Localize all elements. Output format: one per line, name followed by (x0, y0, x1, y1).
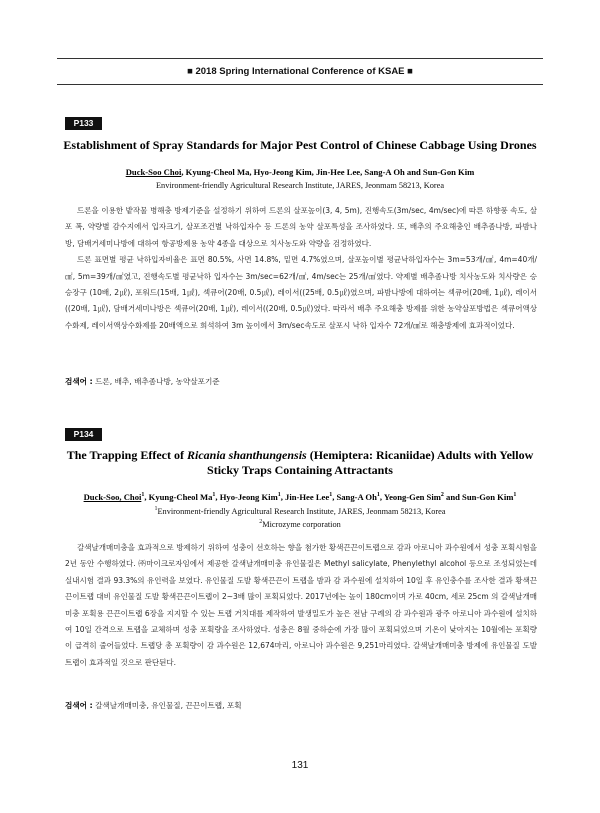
author-sep: , (280, 492, 286, 502)
author-name: Jin-Hee Lee (285, 492, 330, 502)
author-name: Sang-A Oh (336, 492, 377, 502)
author-list (60, 167, 540, 177)
presenting-author: Duck-Soo Choi (125, 167, 182, 177)
author-sep: , (332, 492, 337, 502)
author-affil-mark: 1 (329, 492, 333, 499)
affiliation: Environment-friendly Agricultural Research Institute, JARES, Jeonmam 58213, Korea (155, 181, 445, 190)
title-text: (Hemiptera: Ricaniidae) Adults with Yellow Sticky Traps Containing Attractants (207, 448, 534, 477)
abstract-paragraph: 드론을 이용한 밭작물 병해충 방제기준을 설정하기 위하여 드론의 살포높이(3, 4, 5m), 진행속도(3m/sec, 4m/sec)에 따른 하향풍 속도, 살포 폭, 약량별 감수지에서 입자크기, 살포조건별 낙하입자수 등 드론의 농약 살포특성을 조사하였다. 또, 배추의 주요해충인 배추좀나방, 파밤나방, 담배거세미나방에 대하여 항공방제용 농약 4종을 대상으로 치사농도와 약량을 검정하였다. (65, 206, 537, 248)
affiliation (60, 520, 540, 529)
page-number: 131 (291, 760, 309, 771)
author-name: Yeong-Gen Sim (383, 492, 441, 502)
affiliation (60, 507, 540, 516)
keywords-text: 갈색날개매미충, 유인물질, 끈끈이트랩, 포획 (92, 701, 242, 710)
keywords (65, 700, 537, 711)
author-affil-mark: 1 (376, 492, 380, 499)
author-sep: and (443, 492, 463, 502)
abstract-paragraph: 드론 표면별 평균 낙하입자비율은 표면 80.5%, 사면 14.8%, 밑면 4.7%였으며, 살포높이별 평균낙하입자수는 3m=53개/㎠, 4m=40개/㎠, 5m=39개/㎠였고, 진행속도별 평균낙하 입자수는 3m/sec=62개/㎠, 4m/sec는 25개/㎠였다. 약제별 배추좀나방 치사농도와 치사량은 승승장구 (10배, 2㎕), 포워드(15배, 1㎕), 섹큐어(20배, 0.5㎕), 레이서((25배, 0.5㎕)였으며, 파밤나방에 대하여는 섹큐어(20배, 1㎕), 레이서((20배, 1㎕), 담배거세미나방은 섹큐어(20배, 1㎕), 레이서((20배, 0.5㎕)였다. 따라서 배추 주요해충 방제를 위한 농약살포방법은 섹큐어액상수화제, 레이서액상수화제를 20배액으로 희석하여 3m 높이에서 3m/sec속도로 살포시 낙하 입자수 72개/㎠로 해충방제에 효과적이었다. (65, 255, 537, 330)
species-name: Ricania shanthungensis (186, 448, 307, 462)
running-header: ■ 2018 Spring International Conference of KSAE ■ (187, 66, 413, 77)
abstract-paragraph: 갈색날개매미충을 효과적으로 방제하기 위하여 성충이 선호하는 향을 첨가한 황색끈끈이트랩으로 감과 아로니아 과수원에서 성충 포획시험을 2년 동안 수행하였다. ㈜마이크로자임에서 제공한 갈색날개매미충 유인물질은 Methyl salicylate, Phenylethyl alcohol 등으로 조성되었는데 실내시험 결과 93.3%의 유인력을 보였다. 유인물질 도발 황색끈끈이 트랩을 밤과 감 과수원에 설치하여 10일 후 유인충수를 조사한 결과 황색끈끈이트랩 대비 유인물질 도발 황색끈끈이트랩이 2~3배 많이 포획되었다. 2017년에는 높이 180cm이며 가로 40cm, 세로 25cm 의 갈색날개매미충 포획용 끈끈이트랩 6장을 지지할 수 있는 트랩 거치대를 제작하여 발생밀도가 높은 전남 구례의 감 과수원과 광주 아로니아 과수원에 설치하여 10일 간격으로 트랩을 교체하며 성충 포획량을 조사하였다. 성충은 8월 중하순에 가장 많이 포획되었으며 기온이 낮아지는 10월에는 포획량이 급격히 줄어들었다. 트랩당 총 포획량이 감 과수원은 12,674마리, 아로니아 과수원은 9,251마리였다. 갈색날개매미충 방제에 유인물질 도발트랩이 효과적일 것으로 판단된다. (65, 543, 537, 667)
keywords-text: 드론, 배추, 배추좀나방, 농약살포기준 (92, 377, 220, 386)
author-sep: , (215, 492, 220, 502)
affiliation-text: Microzyme corporation (262, 520, 341, 529)
author-name: Hyo-Jeong Kim (219, 492, 278, 502)
abstract-id-badge: P133 (65, 117, 102, 130)
author-name: Kyung-Cheol Ma (148, 492, 213, 502)
header-rule-top (57, 58, 543, 59)
affil-mark: 1 (154, 506, 158, 513)
author-affil-mark: 1 (141, 492, 145, 499)
affil-mark: 2 (259, 519, 263, 526)
author-affil-mark: 1 (212, 492, 216, 499)
abstract-title (62, 448, 538, 478)
author-affil-mark: 1 (513, 492, 517, 499)
header-rule-bottom (57, 84, 543, 85)
author-sep: , (379, 492, 384, 502)
author-name: Sun-Gon Kim (462, 492, 514, 502)
author-affil-mark: 1 (277, 492, 281, 499)
author-list (60, 492, 540, 502)
author-sep: , (144, 492, 149, 502)
keywords (65, 376, 537, 387)
coauthors: , Kyung-Cheol Ma, Hyo-Jeong Kim, Jin-Hee Lee, Sang-A Oh and Sun-Gon Kim (181, 167, 475, 177)
title-text: The Trapping Effect of (66, 448, 187, 462)
abstract-title: Establishment of Spray Standards for Major Pest Control of Chinese Cabbage Using Drones (63, 138, 537, 152)
abstract-id-badge: P134 (65, 428, 102, 441)
keywords-label: 검색어 : (65, 377, 93, 386)
abstract-body (65, 540, 537, 671)
author-affil-mark: 2 (440, 492, 444, 499)
author-name: Duck-Soo, Choi (83, 492, 142, 502)
affiliation-text: Environment-friendly Agricultural Research Institute, JARES, Jeonmam 58213, Korea (157, 507, 446, 516)
keywords-label: 검색어 : (65, 701, 93, 710)
abstract-body (65, 203, 537, 334)
